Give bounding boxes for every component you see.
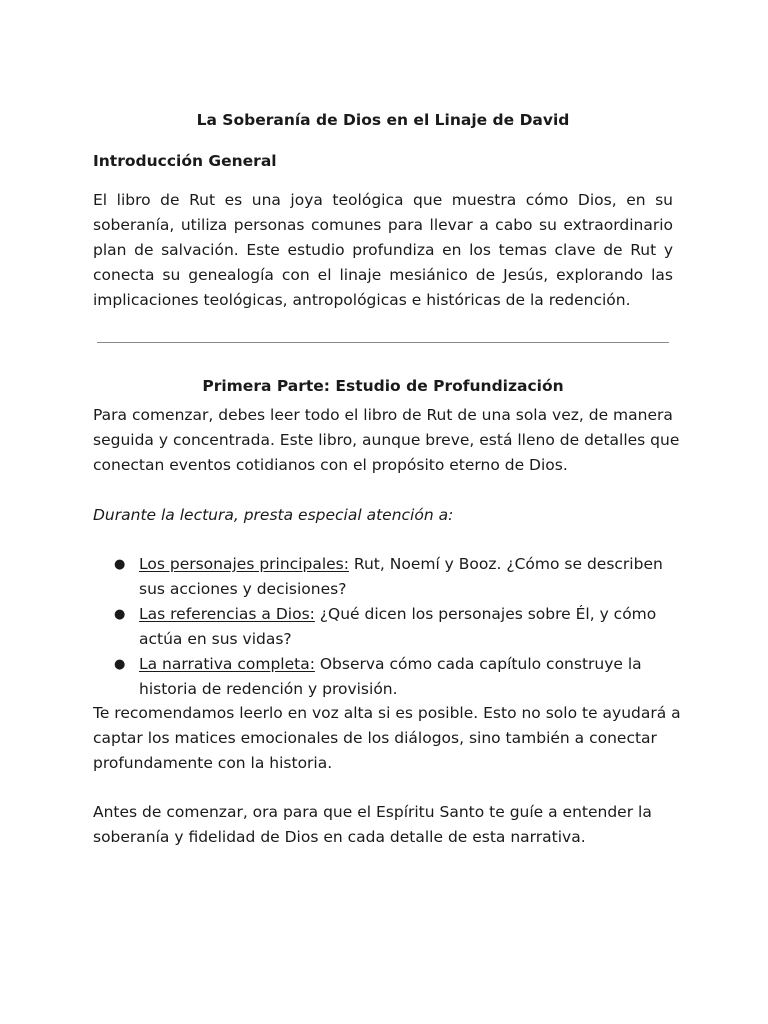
bullet-term: Las referencias a Dios: xyxy=(139,605,315,623)
bullet-text: Rut, Noemí y Booz. ¿Cómo se describen sus acciones y decisiones? xyxy=(139,555,663,598)
bullet-icon: ● xyxy=(114,657,126,672)
recommend-paragraph: Te recomendamos leerlo en voz alta si es posible. Esto no solo te ayudará a captar los matices emocionales de los diálogos, sino también a conectar profundamente con la historia. xyxy=(93,704,681,772)
attention-bullet-list xyxy=(93,552,683,702)
list-item xyxy=(93,552,683,602)
bullet-term: La narrativa completa: xyxy=(139,655,315,673)
pray-paragraph: Antes de comenzar, ora para que el Espíritu Santo te guíe a entender la soberanía y fidelidad de Dios en cada detalle de esta narrativa. xyxy=(93,803,652,846)
part-one-paragraph: Para comenzar, debes leer todo el libro de Rut de una sola vez, de manera seguida y concentrada. Este libro, aunque breve, está lleno de detalles que conectan eventos cotidianos con el propósito eterno de Dios. xyxy=(93,406,680,474)
list-item xyxy=(93,652,683,702)
bullet-icon: ● xyxy=(114,557,126,572)
list-item xyxy=(93,602,683,652)
intro-paragraph: El libro de Rut es una joya teológica que muestra cómo Dios, en su soberanía, utiliza personas comunes para llevar a cabo su extraordinario plan de salvación. Este estudio profundiza en los temas clave de Rut y conecta su genealogía con el linaje mesiánico de Jesús, explorando las implicaciones teológicas, antropológicas e históricas de la redención. xyxy=(93,191,673,309)
document-title: La Soberanía de Dios en el Linaje de David xyxy=(196,111,570,129)
bullet-icon: ● xyxy=(114,607,126,622)
bullet-text: Observa cómo cada capítulo construye la historia de redención y provisión. xyxy=(139,655,642,698)
bullet-text: ¿Qué dicen los personajes sobre Él, y cómo actúa en sus vidas? xyxy=(139,605,657,648)
section-divider xyxy=(97,342,669,343)
bullet-term: Los personajes principales: xyxy=(139,555,349,573)
intro-heading: Introducción General xyxy=(93,152,277,170)
part-one-heading: Primera Parte: Estudio de Profundización xyxy=(202,377,564,395)
attention-line: Durante la lectura, presta especial atención a: xyxy=(93,506,454,524)
